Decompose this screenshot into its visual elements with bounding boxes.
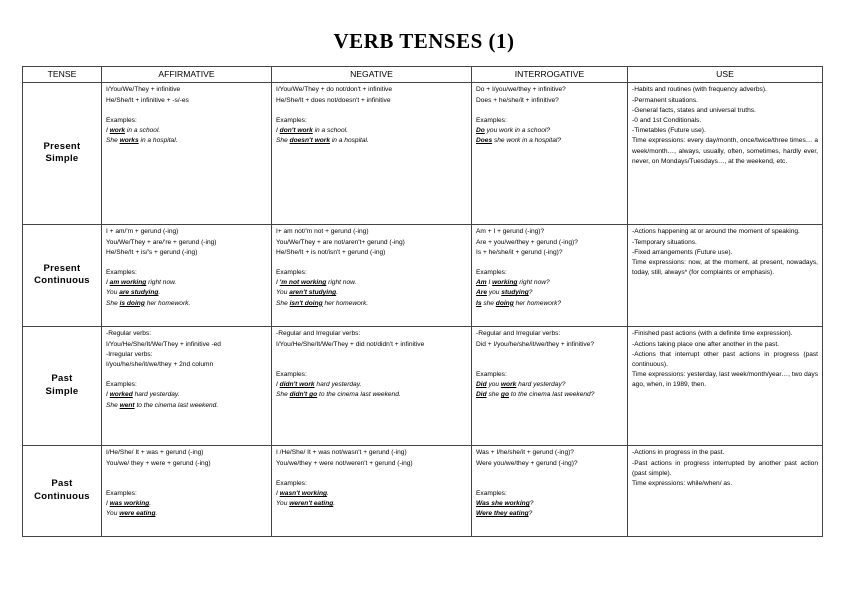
rule-line: I/He/She/ It + was + gerund (-ing) <box>106 449 204 457</box>
interrogative-cell <box>472 446 628 537</box>
use-line: -Actions taking place one after another in the past. <box>632 340 779 348</box>
use-line: -Temporary situations. <box>632 238 697 246</box>
table-row <box>23 83 823 225</box>
table-row <box>23 446 823 537</box>
use-line: -Fixed arrangements (Future use). <box>632 248 733 256</box>
tense-name: Simple <box>45 385 79 397</box>
interrogative-cell <box>472 327 628 446</box>
example-line: She didn't go to the cinema last weekend. <box>276 391 401 399</box>
use-line: Time expressions: every day/month, once/twice/three times… a week/month…, always, usually, often, sometimes, hardly ever, never, on Mondays/Tuesdays…, at the weekend, etc. <box>632 137 818 165</box>
example-line: She went to the cinema last weekend. <box>106 401 219 409</box>
rule-line: He/She/It + infinitive + -s/-es <box>106 96 189 104</box>
rule-line: He/She/It + does not/doesn't + infinitive <box>276 96 391 104</box>
rule-line: You/we/ they + were + gerund (-ing) <box>106 459 211 467</box>
rule-line: I /He/She/ It + was not/wasn't + gerund (-ing) <box>276 449 407 457</box>
affirmative-cell <box>102 446 272 537</box>
examples-label: Examples: <box>276 370 307 378</box>
rule-line: I+ am not/'m not + gerund (-ing) <box>276 228 369 236</box>
example-line: Am I working right now? <box>476 279 550 287</box>
use-line: -0 and 1st Conditionals. <box>632 116 702 124</box>
example-line: Were they eating? <box>476 510 533 518</box>
verb-tenses-table <box>22 66 823 537</box>
examples-label: Examples: <box>276 479 307 487</box>
rule-line: -Regular and Irregular verbs: <box>476 330 561 338</box>
header-tense: TENSE <box>23 67 102 83</box>
rule-line: Does + he/she/it + infinitive? <box>476 96 559 104</box>
use-cell <box>628 446 823 537</box>
example-line: You aren't studying. <box>276 289 339 297</box>
examples-label: Examples: <box>276 116 307 124</box>
tense-cell <box>23 83 102 225</box>
example-line: She doesn't work in a hospital. <box>276 137 369 145</box>
rule-line: You/We/They + are not/aren't+ gerund (-ing) <box>276 238 405 246</box>
rule-line: Was + I/he/she/it + gerund (-ing)? <box>476 449 574 457</box>
negative-cell <box>272 83 472 225</box>
example-line: She is doing her homework. <box>106 299 191 307</box>
example-line: I work in a school. <box>106 126 161 134</box>
use-line: -Actions in progress in the past. <box>632 449 725 457</box>
tense-name: Present <box>43 262 81 274</box>
example-line: You weren't eating. <box>276 500 336 508</box>
example-line: I was working. <box>106 499 152 507</box>
use-cell <box>628 327 823 446</box>
examples-label: Examples: <box>106 381 137 389</box>
example-line: I don't work in a school. <box>276 126 348 134</box>
use-line: -Permanent situations. <box>632 96 698 104</box>
examples-label: Examples: <box>106 489 137 497</box>
use-line: -General facts, states and universal truths. <box>632 106 756 114</box>
rule-line: -Regular and Irregular verbs: <box>276 330 361 338</box>
rule-line: -Irregular verbs: <box>106 350 153 358</box>
negative-cell <box>272 446 472 537</box>
tense-name: Present <box>43 140 81 152</box>
use-line: -Finished past actions (with a definite time expression). <box>632 330 793 338</box>
page-title: VERB TENSES (1) <box>333 29 515 53</box>
example-line: I am working right now. <box>106 279 177 287</box>
use-line: -Actions happening at or around the moment of speaking. <box>632 228 800 236</box>
tense-name: Simple <box>45 153 79 165</box>
examples-label: Examples: <box>106 268 137 276</box>
use-cell <box>628 225 823 327</box>
tense-name: Past <box>51 478 73 490</box>
rule-line: Do + I/you/we/they + infinitive? <box>476 86 566 94</box>
rule-line: I/You/He/She/It/We/They + did not/didn't + infinitive <box>276 340 425 348</box>
tense-name: Continuous <box>34 490 90 502</box>
interrogative-cell <box>472 225 628 327</box>
example-line: You were eating. <box>106 510 158 518</box>
negative-cell <box>272 327 472 446</box>
table-row <box>23 225 823 327</box>
use-line: Time expressions: now, at the moment, at present, nowadays, today, still, always* (for complaints or emphasis). <box>632 258 818 277</box>
rule-line: I/You/We/They + infinitive <box>106 86 181 94</box>
examples-label: Examples: <box>476 370 507 378</box>
affirmative-cell <box>102 225 272 327</box>
header-affirmative: AFFIRMATIVE <box>102 67 272 83</box>
tense-name: Continuous <box>34 275 90 287</box>
example-line: I wasn't working. <box>276 489 329 497</box>
example-line: Is she doing her homework? <box>476 299 562 307</box>
example-line: Do you work in a school? <box>476 126 551 134</box>
example-line: Does she work in a hospital? <box>476 137 562 145</box>
use-line: -Actions that interrupt other past actions in progress (past continuous). <box>632 350 818 368</box>
rule-line: You/we/they + were not/weren't + gerund (-ing) <box>276 459 413 467</box>
examples-label: Examples: <box>476 116 507 124</box>
rule-line: Is + he/she/it + gerund (-ing)? <box>476 248 563 256</box>
rule-line: I + am/'m + gerund (-ing) <box>106 228 179 236</box>
affirmative-cell <box>102 83 272 225</box>
example-line: Are you studying? <box>476 289 533 297</box>
header-row <box>23 67 823 83</box>
rule-line: I/You/We/They + do not/don't + infinitive <box>276 86 392 94</box>
use-line: -Habits and routines (with frequency adverbs). <box>632 86 767 94</box>
examples-label: Examples: <box>476 489 507 497</box>
examples-label: Examples: <box>476 268 507 276</box>
example-line: You are studying. <box>106 289 161 297</box>
rule-line: Are + you/we/they + gerund (-ing)? <box>476 238 578 246</box>
rule-line: He/She/It + is not/isn't + gerund (-ing) <box>276 248 386 256</box>
example-line: I 'm not working right now. <box>276 279 357 287</box>
rule-line: You/We/They + are/'re + gerund (-ing) <box>106 238 217 246</box>
example-line: She isn't doing her homework. <box>276 299 369 307</box>
use-cell <box>628 83 823 225</box>
tense-cell <box>23 225 102 327</box>
examples-label: Examples: <box>276 268 307 276</box>
example-line: Did you work hard yesterday? <box>476 380 566 388</box>
rule-line: Were you/we/they + gerund (-ing)? <box>476 459 578 467</box>
rule-line: Am + I + gerund (-ing)? <box>476 228 545 236</box>
tense-name: Past <box>51 373 73 385</box>
use-line: Time expressions: while/when/ as. <box>632 479 733 487</box>
interrogative-cell <box>472 83 628 225</box>
rule-line: Did + I/you/he/she/it/we/they + infinitive? <box>476 340 595 348</box>
use-line: Time expressions: yesterday, last week/month/year…, two days ago, when, in 1989, then. <box>632 371 818 389</box>
use-line: -Timetables (Future use). <box>632 127 706 135</box>
examples-label: Examples: <box>106 116 137 124</box>
rule-line: I/you/he/she/it/we/they + 2nd column <box>106 360 214 368</box>
tense-cell <box>23 327 102 446</box>
header-negative: NEGATIVE <box>272 67 472 83</box>
rule-line: -Regular verbs: <box>106 330 152 338</box>
use-line: -Past actions in progress interrupted by another past action (past simple). <box>632 459 818 477</box>
rule-line: I/You/He/She/It/We/They + infinitive -ed <box>106 340 221 348</box>
table-row <box>23 327 823 446</box>
negative-cell <box>272 225 472 327</box>
example-line: Was she working? <box>476 499 534 507</box>
example-line: She works in a hospital. <box>106 137 178 145</box>
header-use: USE <box>628 67 823 83</box>
header-interrogative: INTERROGATIVE <box>472 67 628 83</box>
example-line: I worked hard yesterday. <box>106 391 180 399</box>
affirmative-cell <box>102 327 272 446</box>
tense-cell <box>23 446 102 537</box>
example-line: I didn't work hard yesterday. <box>276 380 362 388</box>
rule-line: He/She/It + is/'s + gerund (-ing) <box>106 248 198 256</box>
example-line: Did she go to the cinema last weekend? <box>476 391 595 399</box>
